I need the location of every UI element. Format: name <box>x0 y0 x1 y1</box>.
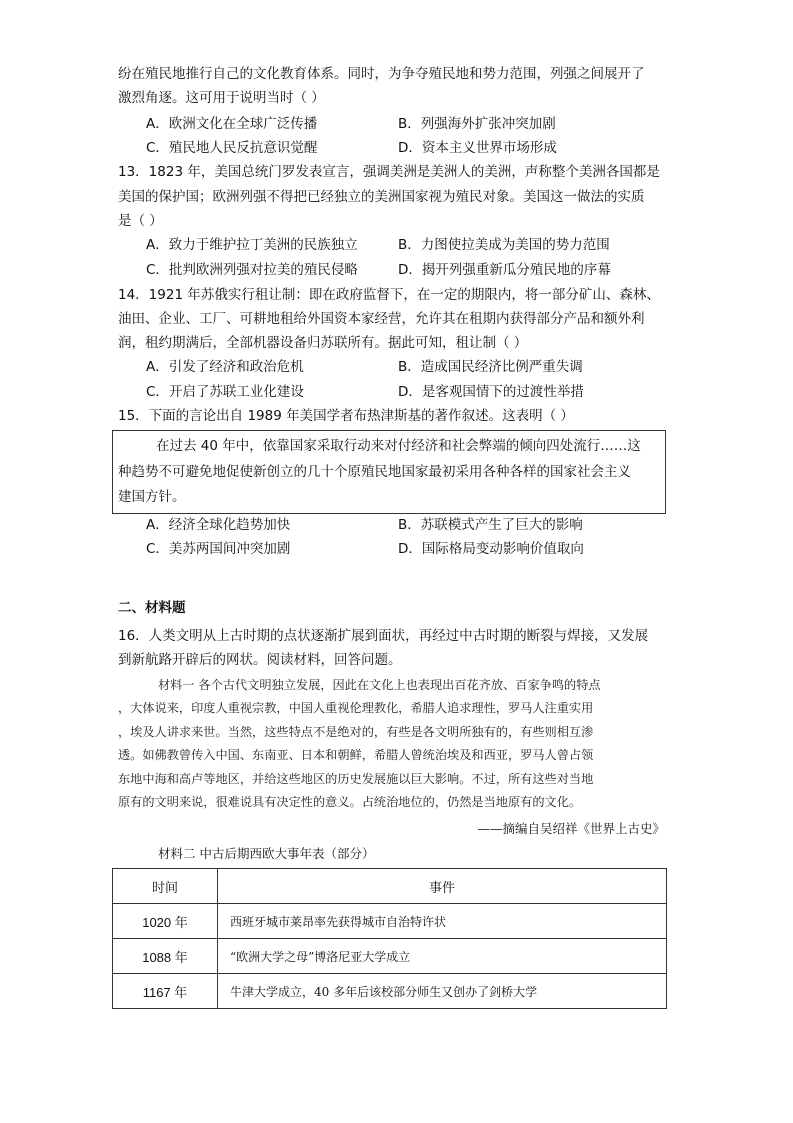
q15-quote-line1: 在过去 40 年中，依靠国家采取行动来对付经济和社会弊端的倾向四处流行……这 <box>156 438 641 454</box>
q13-stem-line2: 美国的保护国；欧洲列强不得把已经独立的美洲国家视为殖民对象。美国这一做法的实质 <box>118 189 645 205</box>
q14-stem-line3: 润，租约期满后，全部机器设备归苏联所有。据此可知，租让制（ ） <box>118 335 528 351</box>
q14-option-a[interactable]: A．引发了经济和政治危机 <box>146 359 304 375</box>
q14-option-d[interactable]: D．是客观国情下的过渡性举措 <box>398 384 584 400</box>
q13-stem-line1: 13．1823 年，美国总统门罗发表宣言，强调美洲是美洲人的美洲，声称整个美洲各国都是 <box>118 164 660 180</box>
q15-option-b[interactable]: B．苏联模式产生了巨大的影响 <box>398 517 583 533</box>
q12-stem-line2: 激烈角逐。这可用于说明当时（ ） <box>118 90 325 106</box>
material1-source: ——摘编自吴绍祥《世界上古史》 <box>477 821 665 836</box>
table-row <box>113 904 667 939</box>
q15-stem: 15．下面的言论出自 1989 年美国学者布热津斯基的著作叙述。这表明（ ） <box>118 408 574 424</box>
q13-option-a[interactable]: A．致力于维护拉丁美洲的民族独立 <box>146 237 358 253</box>
table-header-time: 时间 <box>113 869 218 904</box>
q15-quote-line2: 种趋势不可避免地促使新创立的几十个原殖民地国家最初采用各种各样的国家社会主义 <box>118 464 631 480</box>
events-table <box>112 868 667 1009</box>
q13-stem-line3: 是（ ） <box>118 213 163 229</box>
table-cell-event: “欧洲大学之母”博洛尼亚大学成立 <box>218 939 667 974</box>
q15-option-a[interactable]: A．经济全球化趋势加快 <box>146 517 291 533</box>
table-row <box>113 974 667 1009</box>
q13-option-d[interactable]: D．揭开列强重新瓜分殖民地的序幕 <box>398 262 611 278</box>
q13-option-b[interactable]: B．力图使拉美成为美国的势力范围 <box>398 237 610 253</box>
q15-option-c[interactable]: C．美苏两国间冲突加剧 <box>146 541 291 557</box>
q14-stem-line2: 油田、企业、工厂、可耕地租给外国资本家经营，允许其在租期内获得部分产品和额外利 <box>118 311 645 327</box>
q12-option-d[interactable]: D．资本主义世界市场形成 <box>398 140 557 156</box>
material1-line: ，埃及人讲求来世。当然，这些特点不是绝对的，有些是各文明所独有的，有些则相互渗 <box>118 725 594 739</box>
table-header-event: 事件 <box>218 869 667 904</box>
q14-option-c[interactable]: C．开启了苏联工业化建设 <box>146 384 304 400</box>
table-cell-time: 1167 年 <box>113 974 218 1009</box>
table-cell-time: 1020 年 <box>113 904 218 939</box>
table-header-row <box>113 869 667 904</box>
q14-stem-line1: 14．1921 年苏俄实行租让制：即在政府监督下，在一定的期限内，将一部分矿山、森林、 <box>118 287 660 303</box>
material1-line: 原有的文明来说，很难说具有决定性的意义。占统治地位的，仍然是当地原有的文化。 <box>118 795 582 809</box>
q16-stem-line1: 16．人类文明从上古时期的点状逐渐扩展到面状，再经过中古时期的断裂与焊接，又发展 <box>118 628 649 644</box>
section-heading: 二、材料题 <box>118 600 186 616</box>
q12-stem-line1: 纷在殖民地推行自己的文化教育体系。同时，为争夺殖民地和势力范围，列强之间展开了 <box>118 66 645 82</box>
q16-stem-line2: 到新航路开辟后的网状。阅读材料，回答问题。 <box>118 652 402 668</box>
material1-line: ，大体说来，印度人重视宗教，中国人重视伦理教化，希腊人追求理性，罗马人注重实用 <box>118 701 594 715</box>
material2-caption: 材料二 中古后期西欧大事年表（部分） <box>158 846 375 861</box>
table-cell-event: 西班牙城市莱昂率先获得城市自治特许状 <box>218 904 667 939</box>
q13-option-c[interactable]: C．批判欧洲列强对拉美的殖民侵略 <box>146 262 358 278</box>
q12-option-b[interactable]: B．列强海外扩张冲突加剧 <box>398 116 556 132</box>
material1-line: 东地中海和高卢等地区，并给这些地区的历史发展施以巨大影响。不过，所有这些对当地 <box>118 772 594 786</box>
q12-option-a[interactable]: A．欧洲文化在全球广泛传播 <box>146 116 318 132</box>
table-cell-event: 牛津大学成立，40 多年后该校部分师生又创办了剑桥大学 <box>218 974 667 1009</box>
table-cell-time: 1088 年 <box>113 939 218 974</box>
q14-option-b[interactable]: B．造成国民经济比例严重失调 <box>398 359 583 375</box>
table-row <box>113 939 667 974</box>
material1-line: 材料一 各个古代文明独立发展，因此在文化上也表现出百花齐放、百家争鸣的特点 <box>158 678 601 692</box>
q12-option-c[interactable]: C．殖民地人民反抗意识觉醒 <box>146 140 318 156</box>
q15-option-d[interactable]: D．国际格局变动影响价值取向 <box>398 541 584 557</box>
q15-quote-line3: 建国方针。 <box>118 489 186 505</box>
material1-line: 透。如佛教曾传入中国、东南亚、日本和朝鲜，希腊人曾统治埃及和西亚，罗马人曾占领 <box>118 748 594 762</box>
